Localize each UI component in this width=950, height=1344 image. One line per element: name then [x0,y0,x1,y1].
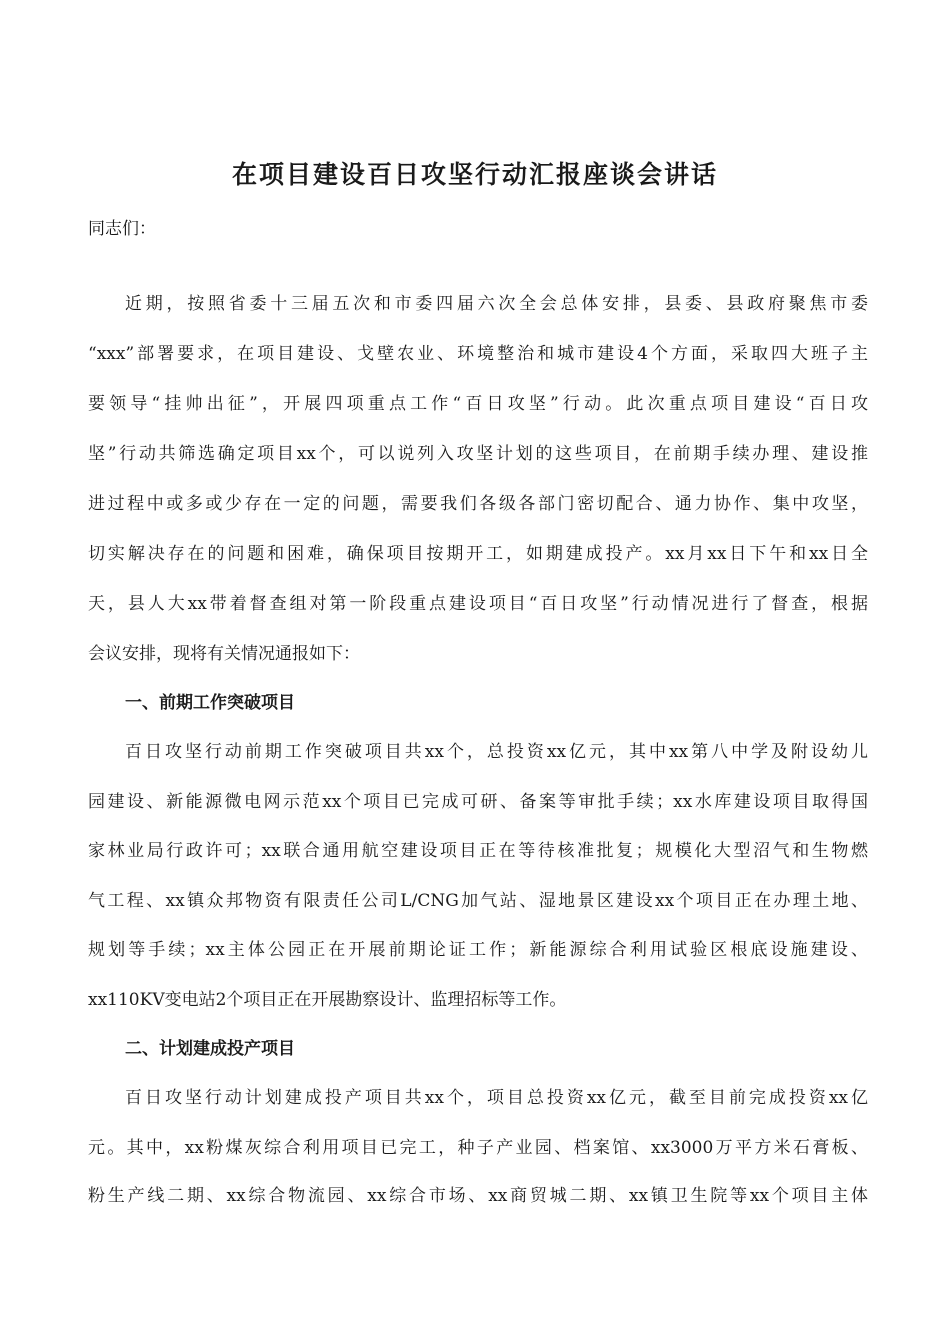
intro-line: 进过程中或多或少存在一定的问题，需要我们各级各部门密切配合、通力协作、集中攻坚， [88,494,868,514]
salutation: 同志们： [88,219,156,239]
document-title: 在项目建设百日攻坚行动汇报座谈会讲话 [231,160,718,189]
intro-line: 会议安排，现将有关情况通报如下： [88,644,360,664]
section1-line: xx110KV变电站2个项目正在开展勘察设计、监理招标等工作。 [88,990,567,1010]
section2-line: 百日攻坚行动计划建成投产项目共xx个，项目总投资xx亿元，截至目前完成投资xx亿 [125,1088,868,1108]
section1-line: 园建设、新能源微电网示范xx个项目已完成可研、备案等审批手续；xx水库建设项目取得国 [88,792,868,812]
intro-line: 坚”行动共筛选确定项目xx个，可以说列入攻坚计划的这些项目，在前期手续办理、建设推 [88,444,868,464]
intro-line: 近期，按照省委十三届五次和市委四届六次全会总体安排，县委、县政府聚焦市委 [125,294,868,314]
section1-line: 百日攻坚行动前期工作突破项目共xx个，总投资xx亿元，其中xx第八中学及附设幼儿 [125,742,868,762]
section-heading-1: 一、前期工作突破项目 [125,693,295,713]
section1-line: 气工程、xx镇众邦物资有限责任公司L/CNG加气站、湿地景区建设xx个项目正在办理土地、 [88,891,868,911]
intro-line: 切实解决存在的问题和困难，确保项目按期开工，如期建成投产。xx月xx日下午和xx日全 [88,544,868,564]
section2-line: 元。其中，xx粉煤灰综合利用项目已完工，种子产业园、档案馆、xx3000万平方米石膏板、 [88,1138,868,1158]
intro-line: 要领导“挂帅出征”，开展四项重点工作“百日攻坚”行动。此次重点项目建设“百日攻 [88,394,868,414]
section1-line: 家林业局行政许可；xx联合通用航空建设项目正在等待核准批复；规模化大型沼气和生物燃 [88,841,868,861]
intro-line: “xxx”部署要求，在项目建设、戈壁农业、环境整治和城市建设4个方面，采取四大班子主 [88,344,868,364]
section2-line: 粉生产线二期、xx综合物流园、xx综合市场、xx商贸城二期、xx镇卫生院等xx个项目主体 [88,1186,868,1206]
section-heading-2: 二、计划建成投产项目 [125,1039,295,1059]
section1-line: 规划等手续；xx主体公园正在开展前期论证工作；新能源综合利用试验区根底设施建设、 [88,940,868,960]
intro-line: 天，县人大xx带着督查组对第一阶段重点建设项目“百日攻坚”行动情况进行了督查，根据 [88,594,868,614]
